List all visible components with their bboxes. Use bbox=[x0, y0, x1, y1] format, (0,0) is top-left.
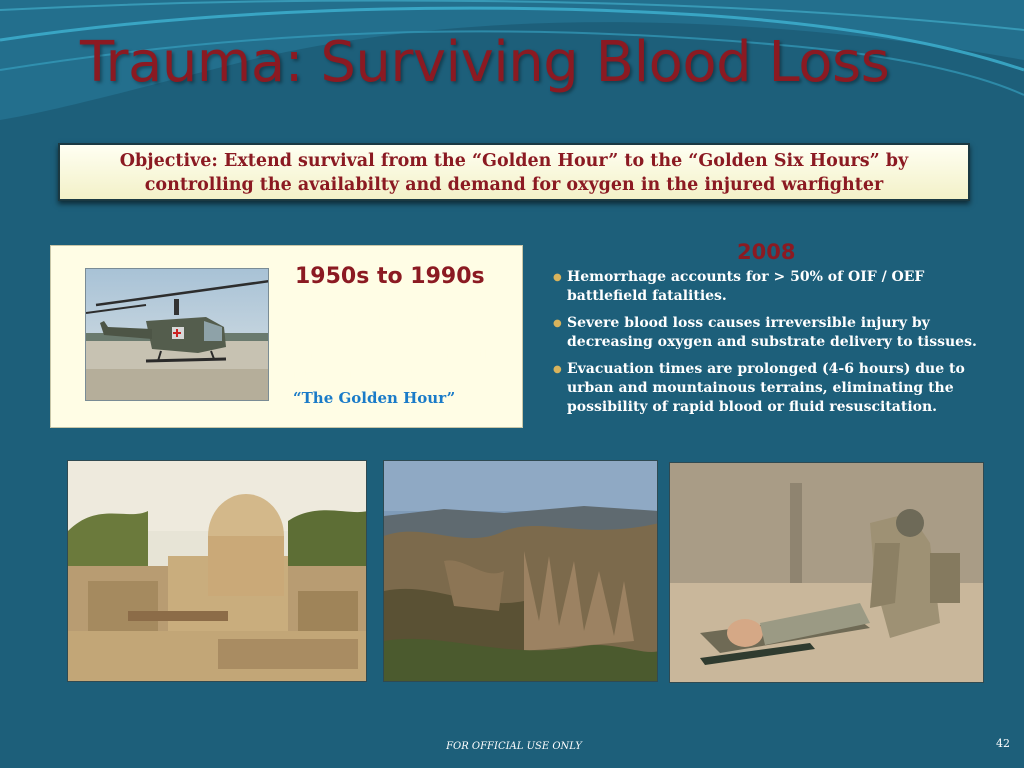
bullet-text: Hemorrhage accounts for > 50% of OIF / OEF battlefield fatalities. bbox=[567, 269, 925, 304]
slide-title: Trauma: Surviving Blood Loss bbox=[80, 30, 890, 95]
era-line-evacuation: Rapid evacuation bbox=[293, 309, 426, 327]
era-line-treatment: Immediate treatment with fluids and blood bbox=[293, 345, 494, 383]
bullet-text: Severe blood loss causes irreversible injury by decreasing oxygen and substrate delivery to tissues. bbox=[567, 315, 977, 350]
bullet-icon: ● bbox=[553, 272, 562, 283]
golden-hour-label: “The Golden Hour” bbox=[293, 389, 456, 407]
mountain-terrain-photo bbox=[383, 460, 658, 682]
bullet-item bbox=[548, 314, 988, 352]
history-panel bbox=[50, 245, 523, 428]
bullet-icon: ● bbox=[553, 364, 562, 375]
wounded-soldier-photo bbox=[669, 462, 984, 683]
objective-line-1: Objective: Extend survival from the “Golden Hour” to the “Golden Six Hours” by bbox=[119, 151, 909, 171]
year-heading: 2008 bbox=[737, 240, 796, 264]
bullet-item bbox=[548, 360, 988, 417]
objective-line-2: controlling the availabilty and demand for oxygen in the injured warfighter bbox=[144, 175, 884, 195]
urban-town-photo bbox=[67, 460, 367, 682]
bullet-list bbox=[548, 268, 988, 425]
bullet-item bbox=[548, 268, 988, 306]
objective-box bbox=[58, 143, 970, 201]
helicopter-photo bbox=[85, 268, 269, 401]
era-title: 1950s to 1990s bbox=[295, 264, 485, 289]
bullet-text: Evacuation times are prolonged (4-6 hours) due to urban and mountainous terrains, eliminating the possibility of rapid blood or fluid resuscitation. bbox=[567, 361, 965, 415]
classification-footer: FOR OFFICIAL USE ONLY bbox=[446, 741, 582, 752]
page-number: 42 bbox=[996, 737, 1010, 750]
bullet-icon: ● bbox=[553, 318, 562, 329]
